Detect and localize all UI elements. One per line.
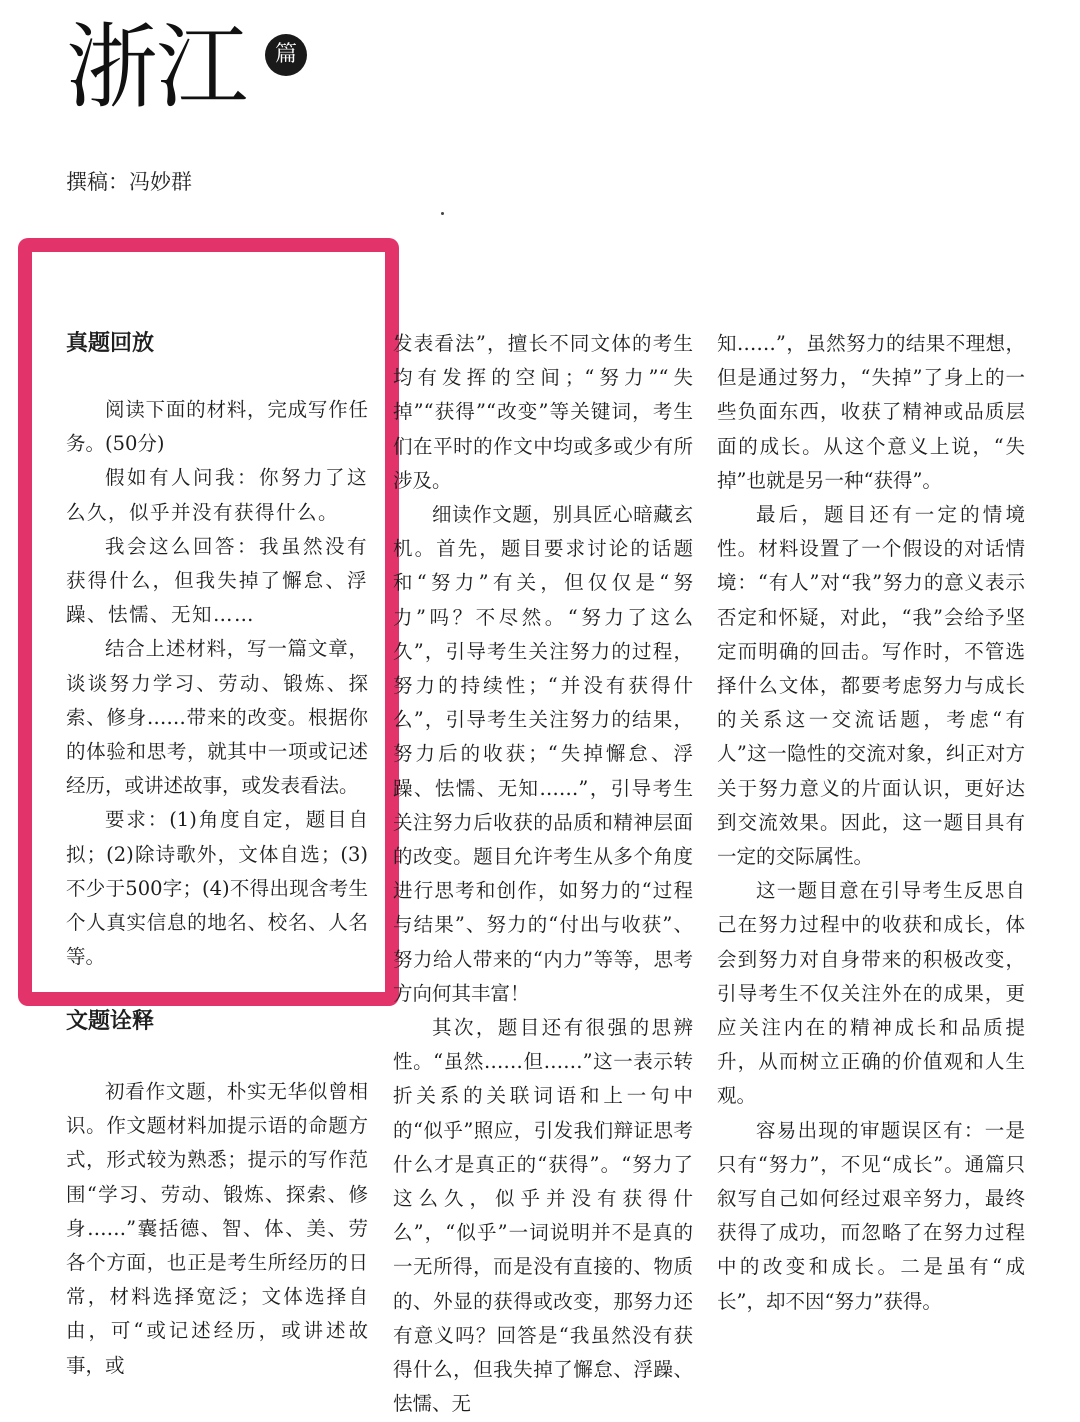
section-badge: 篇 bbox=[265, 34, 307, 76]
paragraph: 初看作文题，朴实无华似曾相识。作文题材料加提示语的命题方式，形式较为熟悉；提示的写作范围“学习、劳动、锻炼、探索、修身……”囊括德、智、体、美、劳各个方面，也正是考生所经历的日常，材料选择宽泛；文体选择自由，可“或记述经历，或讲述故事，或 bbox=[66, 1080, 368, 1377]
paragraph: 最后，题目还有一定的情境性。材料设置了一个假设的对话情境：“有人”对“我”努力的意义表示否定和怀疑，对此，“我”会给予坚定而明确的回击。写作时，不管选择什么文体，都要考虑努力与成长的关系这一交流话题，考虑“有人”这一隐性的交流对象，纠正对方关于努力意义的片面认识，更好达到交流效果。因此，这一题目具有一定的交际属性。 bbox=[717, 503, 1025, 869]
paragraph: 其次，题目还有很强的思辨性。“虽然……但……”这一表示转折关系的关联词语和上一句中的“似乎”照应，引发我们辩证思考什么才是真正的“获得”。“努力了这么久，似乎并没有获得什么”，“似乎”一词说明并不是真的一无所得，而是没有直接的、物质的、外显的获得或改变，那努力还有意义吗？回答是“我虽然没有获得什么，但我失掉了懈怠、浮躁、怯懦、无 bbox=[393, 1016, 693, 1416]
paragraph-material-answer: 我会这么回答：我虽然没有获得什么，但我失掉了懈怠、浮躁、怯懦、无知…… bbox=[66, 534, 368, 627]
page-title: 浙江 bbox=[66, 14, 247, 121]
column-3 bbox=[717, 327, 1025, 1319]
paragraph-material-question: 假如有人问我：你努力了这么久，似乎并没有获得什么。 bbox=[66, 466, 368, 524]
paragraph: 细读作文题，别具匠心暗藏玄机。首先，题目要求讨论的话题和“努力”有关，但仅仅是“努力”吗？不尽然。“努力了这么久”，引导考生关注努力的过程，努力的持续性；“并没有获得什么”，引导考生关注努力的结果，努力后的收获；“失掉懈怠、浮躁、怯懦、无知……”，引导考生关注努力后收获的品质和精神层面的改变。题目允许考生从多个角度进行思考和创作，如努力的“过程与结果”、努力的“付出与收获”、努力给人带来的“内力”等等，思考方向何其丰富！ bbox=[393, 503, 693, 1005]
paragraph-requirements: 要求：(1)角度自定，题目自拟；(2)除诗歌外，文体自选；(3)不少于500字；(4)不得出现含考生个人真实信息的地名、校名、人名等。 bbox=[66, 808, 368, 969]
column-1 bbox=[66, 327, 368, 974]
paragraph: 这一题目意在引导考生反思自己在努力过程中的收获和成长，体会到努力对自身带来的积极改变，引导考生不仅关注外在的成果，更应关注内在的精神成长和品质提升，从而树立正确的价值观和人生观。 bbox=[717, 879, 1025, 1108]
paragraph: 知……”，虽然努力的结果不理想，但是通过努力，“失掉”了身上的一些负面东西，收获了精神或品质层面的成长。从这个意义上说，“失掉”也就是另一种“获得”。 bbox=[717, 332, 1025, 492]
paragraph: 阅读下面的材料，完成写作任务。(50分) bbox=[66, 398, 368, 456]
paragraph: 容易出现的审题误区有：一是只有“努力”，不见“成长”。通篇只叙写自己如何经过艰辛努力，最终获得了成功，而忽略了在努力过程中的改变和成长。二是虽有“成长”，却不因“努力”获得。 bbox=[717, 1118, 1025, 1313]
speck bbox=[441, 212, 444, 215]
column-2 bbox=[393, 327, 693, 1422]
paragraph: 发表看法”，擅长不同文体的考生均有发挥的空间；“努力”“失掉”“获得”“改变”等关键词，考生们在平时的作文中均或多或少有所涉及。 bbox=[393, 332, 693, 492]
section-heading-real-exam: 真题回放 bbox=[66, 331, 155, 356]
paragraph: 结合上述材料，写一篇文章，谈谈努力学习、劳动、锻炼、探索、修身……带来的改变。根据你的体验和思考，就其中一项或记述经历，或讲述故事，或发表看法。 bbox=[66, 637, 368, 798]
author-line: 撰稿：冯妙群 bbox=[66, 170, 192, 194]
section-heading-interpretation: 文题诠释 bbox=[66, 1009, 155, 1034]
column-1-lower bbox=[66, 1005, 368, 1383]
